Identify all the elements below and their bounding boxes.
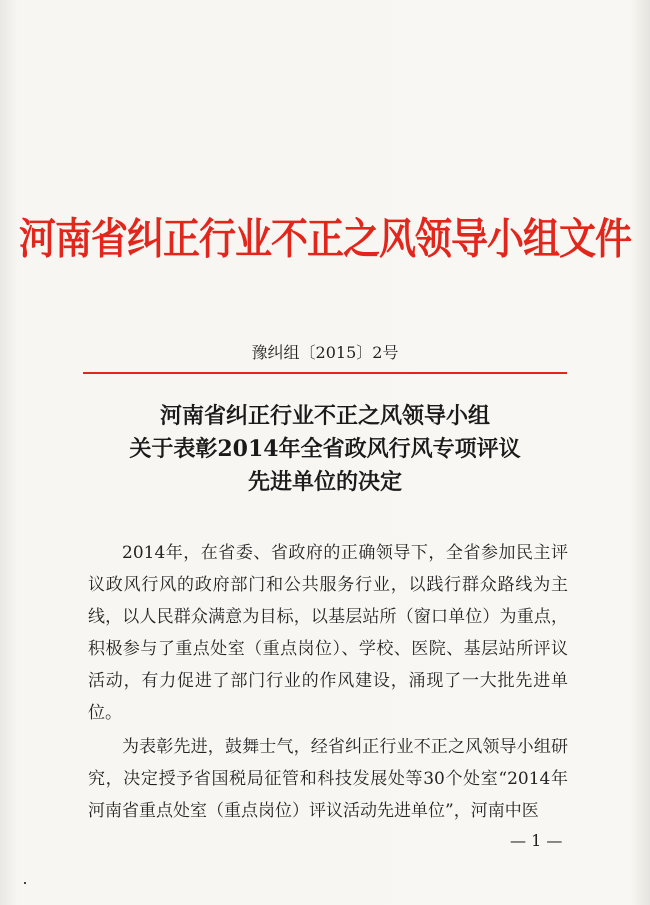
body-paragraph: 为表彰先进，鼓舞士气，经省纠正行业不正之风领导小组研究，决定授予省国税局征管和科技发展处等30个处室“2014年河南省重点处室（重点岗位）评议活动先进单位”，河南中医 [88,737,568,821]
red-divider-line [83,372,567,374]
title-line: 关于表彰2014年全省政风行风专项评议 [129,436,521,462]
body-paragraph: 2014年，在省委、省政府的正确领导下，全省参加民主评议政风行风的政府部门和公共服务行业，以践行群众路线为主线，以人民群众满意为目标，以基层站所（窗口单位）为重点，积极参与了重点处室（重点岗位）、学校、医院、基层站所评议活动，有力促进了部门行业的作风建设，涌现了一大批先进单位。 [88,543,568,723]
title-line: 河南省纠正行业不正之风领导小组 [159,403,490,429]
scan-speck [24,882,26,884]
document-body [88,537,568,827]
page-number: — 1 — [510,831,563,850]
document-number: 豫纠组〔2015〕2号 [251,343,399,362]
masthead-title: 河南省纠正行业不正之风领导小组文件 [19,213,631,264]
document-title [0,400,650,499]
title-line: 先进单位的决定 [247,469,402,495]
